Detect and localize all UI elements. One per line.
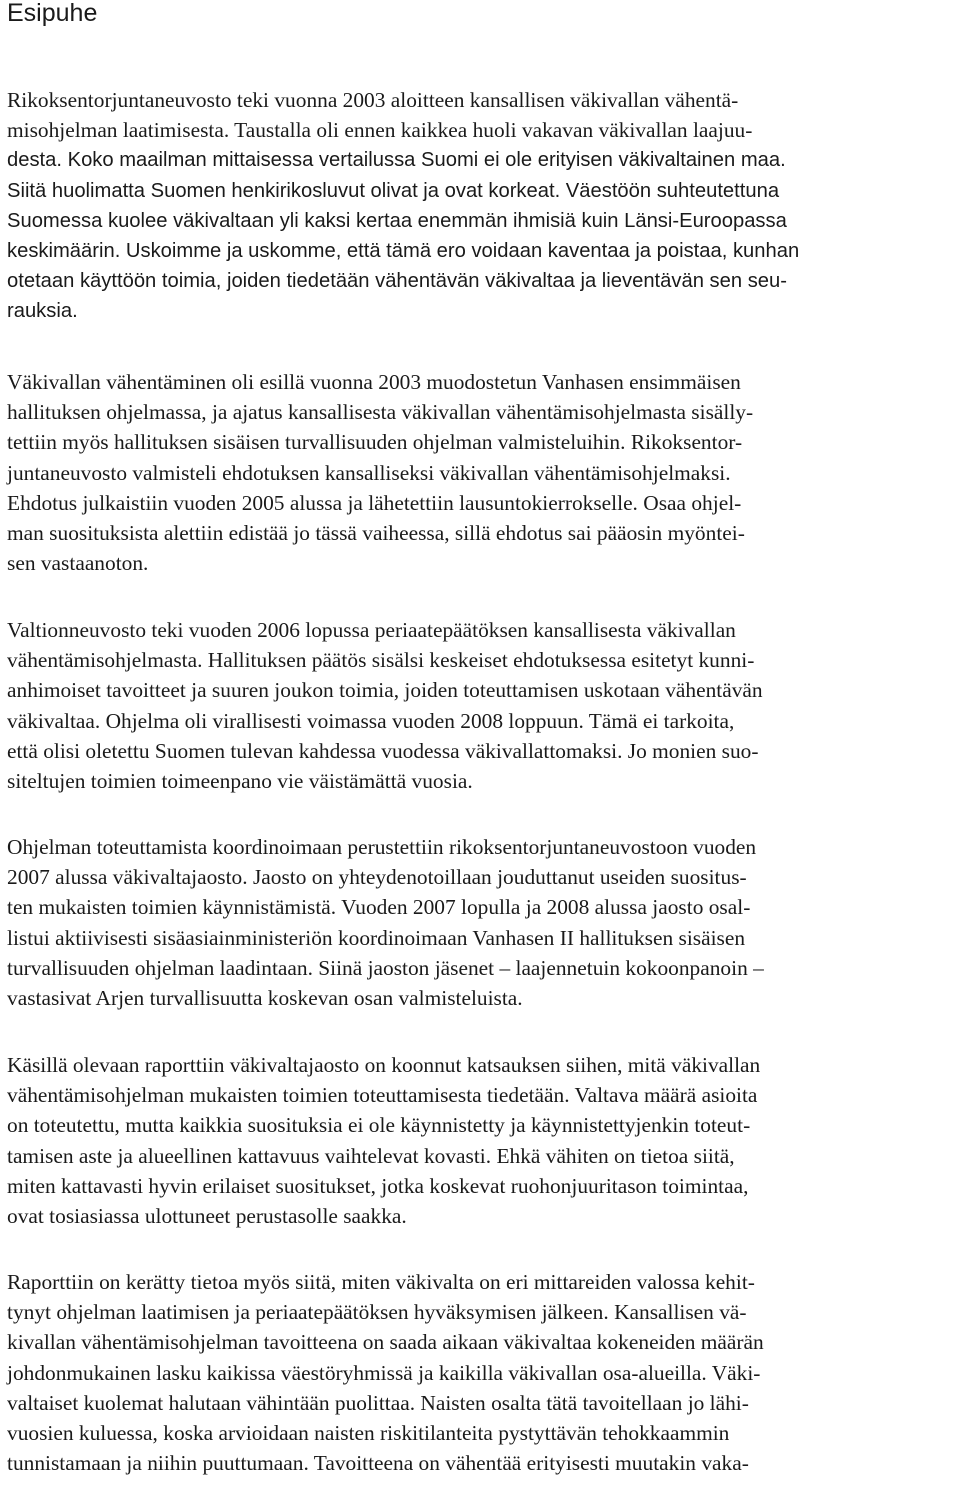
paragraph-line: ten mukaisten toimien käynnistämistä. Vuoden 2007 lopulla ja 2008 alussa jaosto osal- xyxy=(7,895,751,920)
paragraph-line: vähentämisohjelmasta. Hallituksen päätös sisälsi keskeiset ehdotuksessa esitetyt kunni- xyxy=(7,648,755,673)
paragraph-5 xyxy=(7,1050,953,1231)
paragraph-line: Rikoksentorjuntaneuvosto teki vuonna 2003 aloitteen kansallisen väkivallan vähentä- xyxy=(7,88,739,112)
paragraph-line: turvallisuuden ohjelman laadintaan. Siinä jaoston jäsenet – laajennetuin kokoonpanoin – xyxy=(7,955,764,980)
paragraph-line: hallituksen ohjelmassa, ja ajatus kansallisesta väkivallan vähentämisohjelmasta sisälly- xyxy=(7,400,754,425)
paragraph-line: Valtionneuvosto teki vuoden 2006 lopussa periaatepäätöksen kansallisesta väkivallan xyxy=(7,618,736,642)
paragraph-line: tunnistamaan ja niihin puuttumaan. Tavoitteena on vähentää erityisesti muutakin vaka- xyxy=(7,1451,749,1476)
paragraph-line: tettiin myös hallituksen sisäisen turvallisuuden ohjelman valmisteluihin. Rikoksentor- xyxy=(7,430,743,455)
paragraph-line: vastasivat Arjen turvallisuutta koskevan osan valmisteluista. xyxy=(7,986,523,1011)
paragraph-3 xyxy=(7,615,953,796)
paragraph-line: anhimoiset tavoitteet ja suuren joukon toimia, joiden toteuttamisen uskotaan vähentävän xyxy=(7,678,763,703)
paragraph-6 xyxy=(7,1267,953,1478)
paragraph-line: Suomessa kuolee väkivaltaan yli kaksi kertaa enemmän ihmisiä kuin Länsi-Euroopassa xyxy=(7,209,787,232)
paragraph-line: vähentämisohjelman mukaisten toimien toteuttamisesta tiedetään. Valtava määrä asioita xyxy=(7,1083,758,1108)
paragraph-line: keskimäärin. Uskoimme ja uskomme, että tämä ero voidaan kaventaa ja poistaa, kunhan xyxy=(7,240,800,263)
paragraph-line: tynyt ohjelman laatimisen ja periaatepäätöksen hyväksymisen jälkeen. Kansallisen vä- xyxy=(7,1300,747,1325)
paragraph-line: vuosien kuluessa, koska arvioidaan naisten riskitilanteita pystyttävän tehokkaammin xyxy=(7,1421,730,1446)
paragraph-line: väkivaltaa. Ohjelma oli virallisesti voimassa vuoden 2008 loppuun. Tämä ei tarkoita, xyxy=(7,708,735,733)
page-heading: Esipuhe xyxy=(7,0,98,27)
paragraph-line: otetaan käyttöön toimia, joiden tiedetään vähentävän väkivaltaa ja lieventävän sen seu- xyxy=(7,270,787,293)
paragraph-line: kivallan vähentämisohjelman tavoitteena on saada aikaan väkivaltaa kokeneiden määrän xyxy=(7,1330,764,1355)
paragraph-line: tamisen aste ja alueellinen kattavuus vaihtelevat kovasti. Ehkä vähiten on tietoa siitä, xyxy=(7,1143,735,1168)
paragraph-line: desta. Koko maailman mittaisessa vertailussa Suomi ei ole erityisen väkivaltainen maa. xyxy=(7,149,786,172)
paragraph-line: ovat tosiasiassa ulottuneet perustasolle saakka. xyxy=(7,1204,407,1229)
paragraph-line: Ehdotus julkaistiin vuoden 2005 alussa ja lähetettiin lausuntokierrokselle. Osaa ohjel- xyxy=(7,490,742,515)
paragraph-line: Siitä huolimatta Suomen henkirikosluvut olivat ja ovat korkeat. Väestöön suhteutettuna xyxy=(7,179,780,202)
paragraph-line: johdonmukainen lasku kaikissa väestöryhmissä ja kaikilla väkivallan osa-alueilla. Väki- xyxy=(7,1360,761,1385)
paragraph-line: valtaiset kuolemat halutaan vähintään puolittaa. Naisten osalta tätä tavoitellaan jo lähi- xyxy=(7,1390,749,1415)
paragraph-line: rauksia. xyxy=(7,300,78,323)
paragraph-line: Raporttiin on kerätty tietoa myös siitä, miten väkivalta on eri mittareiden valossa kehit- xyxy=(7,1270,755,1294)
paragraph-1 xyxy=(7,85,953,327)
paragraph-line: siteltujen toimien toimeenpano vie väistämättä vuosia. xyxy=(7,769,473,794)
paragraph-line: Ohjelman toteuttamista koordinoimaan perustettiin rikoksentorjuntaneuvostoon vuoden xyxy=(7,835,757,859)
paragraph-4 xyxy=(7,832,953,1013)
paragraph-line: 2007 alussa väkivaltajaosto. Jaosto on yhteydenotoillaan jouduttanut useiden suositus- xyxy=(7,865,747,890)
paragraph-line: Väkivallan vähentäminen oli esillä vuonna 2003 muodostetun Vanhasen ensimmäisen xyxy=(7,370,741,394)
paragraph-2 xyxy=(7,367,953,578)
paragraph-line: listui aktiivisesti sisäasiainministeriön koordinoimaan Vanhasen II hallituksen sisäisen xyxy=(7,925,746,950)
paragraph-line: että olisi oletettu Suomen tulevan kahdessa vuodessa väkivallattomaksi. Jo monien suo- xyxy=(7,738,759,763)
paragraph-line: juntaneuvosto valmisteli ehdotuksen kansalliseksi väkivallan vähentämisohjelmaksi. xyxy=(7,460,731,485)
paragraph-line: Käsillä olevaan raporttiin väkivaltajaosto on koonnut katsauksen siihen, mitä väkivallan xyxy=(7,1053,761,1077)
paragraph-line: sen vastaanoton. xyxy=(7,551,149,576)
paragraph-line: man suosituksista alettiin edistää jo tässä vaiheessa, sillä ehdotus sai pääosin myöntei- xyxy=(7,521,745,546)
paragraph-line: on toteutettu, mutta kaikkia suosituksia ei ole käynnistetty ja käynnistettyjenkin toteut- xyxy=(7,1113,751,1138)
paragraph-line: miten kattavasti hyvin erilaiset suositukset, jotka koskevat ruohonjuuritason toimintaa, xyxy=(7,1173,749,1198)
paragraph-line: misohjelman laatimisesta. Taustalla oli ennen kaikkea huoli vakavan väkivallan laajuu- xyxy=(7,118,753,143)
